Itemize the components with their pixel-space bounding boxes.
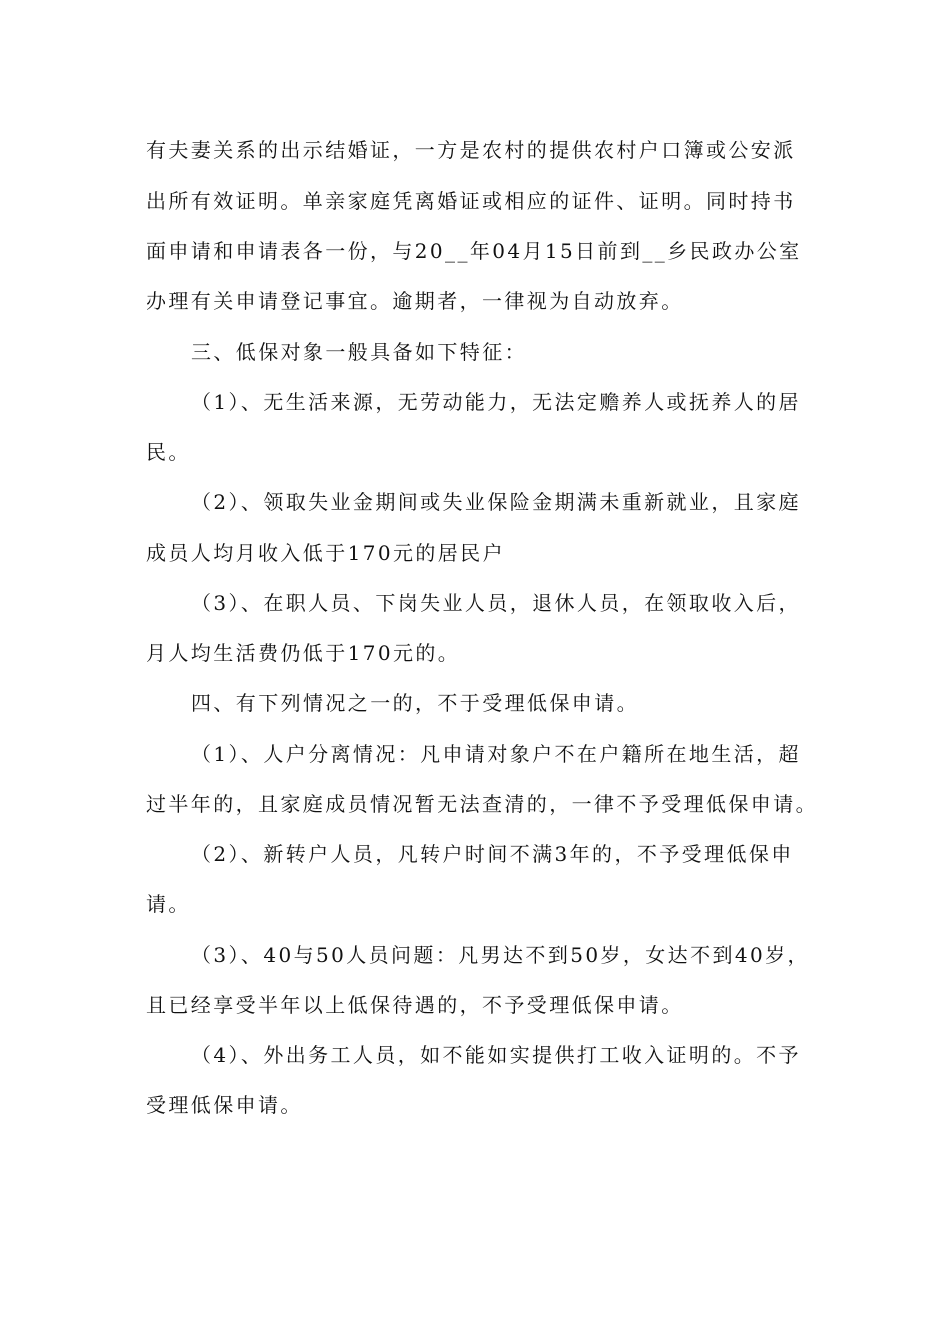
text-line: （1）、人户分离情况：凡申请对象户不在户籍所在地生活，超 [191, 742, 801, 766]
text-line: 有夫妻关系的出示结婚证，一方是农村的提供农村户口簿或公安派 [146, 138, 796, 162]
text-line: 过半年的，且家庭成员情况暂无法查清的，一律不予受理低保申请。 [146, 792, 818, 816]
text-line: 办理有关申请登记事宜。逾期者，一律视为自动放弃。 [146, 289, 684, 313]
section-heading: 四、有下列情况之一的，不于受理低保申请。 [191, 691, 639, 715]
text-line: 成员人均月收入低于170元的居民户 [146, 541, 505, 565]
text-line: （2）、领取失业金期间或失业保险金期满未重新就业，且家庭 [191, 490, 801, 514]
text-line: 月人均生活费仍低于170元的。 [146, 641, 461, 665]
text-line: （4）、外出务工人员，如不能如实提供打工收入证明的。不予 [191, 1043, 801, 1067]
text-line: 请。 [146, 892, 191, 916]
text-line: （2）、新转户人员，凡转户时间不满3年的，不予受理低保申 [191, 842, 794, 866]
text-line: （1）、无生活来源，无劳动能力，无法定赡养人或抚养人的居 [191, 390, 801, 414]
text-line: 且已经享受半年以上低保待遇的，不予受理低保申请。 [146, 993, 684, 1017]
text-line: 面申请和申请表各一份，与20__年04月15日前到__乡民政办公室 [146, 239, 802, 263]
text-line: （3）、40与50人员问题：凡男达不到50岁，女达不到40岁， [191, 943, 810, 967]
text-line: 民。 [146, 440, 191, 464]
section-heading: 三、低保对象一般具备如下特征： [191, 340, 527, 364]
text-line: （3）、在职人员、下岗失业人员，退休人员，在领取收入后， [191, 591, 801, 615]
text-line: 受理低保申请。 [146, 1093, 303, 1117]
text-line: 出所有效证明。单亲家庭凭离婚证或相应的证件、证明。同时持书 [146, 189, 796, 213]
